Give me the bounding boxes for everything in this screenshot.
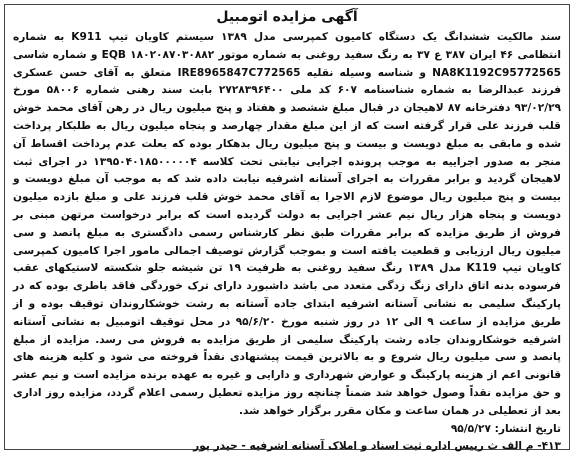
- auction-notice: [4, 4, 570, 453]
- publish-date: تاریخ انتشار: ۹۵/۵/۲۷: [450, 422, 561, 435]
- notice-title: آگهی مزایده اتومبیل: [216, 9, 358, 25]
- notice-paragraph: سند مالکیت ششدانگ یک دستگاه کامیون کمپرسی مدل ۱۳۸۹ سیستم کاویان تیپ K911 به شماره انتظامی ۴۶ ایران ۳۸۷ ع ۳۷ به رنگ سفید روغنی به شماره موتور EQB ۱۸۰۲۰۸۷۰۳۰۸۸۲ و شماره شاسی NA8K1192C95772565 و شناسه وسیله نقلیه IRE8965847C772565 متعلق به آقای حسن عسکری فرزند عبدالرضا به شماره شناسنامه ۶۰۷ کد ملی ۲۷۲۸۳۹۶۴۰۰ بابت سند رهنی شماره ۵۸۰۰۶ مورخ ۹۳/۰۲/۲۹ دفترخانه ۸۷ لاهیجان در قبال مبلغ ششصد و هفتاد و پنج میلیون ریال در رهن آقای محمد خوش قلب فرزند علی قرار گرفته است که از این مبلغ مقدار چهارصد و پنجاه میلیون ریال به طلبکار پرداخت شده و مابقی به مبلغ دویست و بیست و پنج میلیون ریال بدهکار بوده که بعلت عدم پرداخت اقساط آن منجر به صدور اجراییه به موجب پرونده اجرایی نیابتی تحت کلاسه ۱۳۹۵۰۴۰۱۸۵۰۰۰۰۰۴ در اجرای ثبت لاهیجان گردید و برابر مقررات به اجرای آستانه اشرفیه نیابت داده شد که به موجب آن مبلغ دویست و بیست و پنج میلیون ریال موضوع لازم الاجرا به آقای محمد خوش قلب فرزند علی و مبلغ بازده میلیون دویست و پنجاه هزار ریال نیم عشر اجرایی به دولت گردیده است که برابر درخواست مرتهن مبنی بر فروش از طریق مزایده که برابر مقررات طبق نظر کارشناس رسمی دادگستری به مبلغ پانصد و سی میلیون ریال ارزیابی و قطعیت یافته است و بموجب گزارش توصیف اجمالی مامور اجرا کامیون کمپرسی کاویان تیپ K119 مدل ۱۳۸۹ رنگ سفید روغنی به ظرفیت ۱۹ تن شیشه جلو شکسته لاستیکهای عقب فرسوده بدنه اتاق دارای زنگ زدگی متعدد می باشد داشبورد دارای ترک خوردگی فاقد باطری بوده که در پارکینگ سلیمی به نشانی آستانه اشرفیه ابتدای جاده آستانه به رشت خوشکاروندان توقیف بوده و از طریق مزایده از ساعت ۹ الی ۱۲ در روز شنبه مورخ ۹۵/۶/۲۰ در محل توقیف اتومبیل به نشانی آستانه اشرفیه خوشکاروندان جاده رشت پارکینگ سلیمی از طریق مزایده به فروش می رسد. مزایده از مبلغ پانصد و سی میلیون ریال شروع و به بالاترین قیمت پیشنهادی نقداً فروخته می شود و کلیه هزینه های قانونی اعم از هزینه پارکینگ و عوارض شهرداری و دارایی و غیره به عهده برنده مزایده است و نیم عشر و حق مزایده نقداً وصول خواهد شد ضمناً چنانچه روز مزایده تعطیل رسمی اعلام گردد، مزایده روز اداری بعد از تعطیلی در همان ساعت و مکان مقرر برگزار خواهد شد.: [13, 31, 562, 417]
- signature-line: ۴۱۳- م الف ث رییس اداره ثبت اسناد و املاک آستانه اشرفیه - حیدر پور: [193, 440, 561, 453]
- notice-body: [13, 29, 561, 456]
